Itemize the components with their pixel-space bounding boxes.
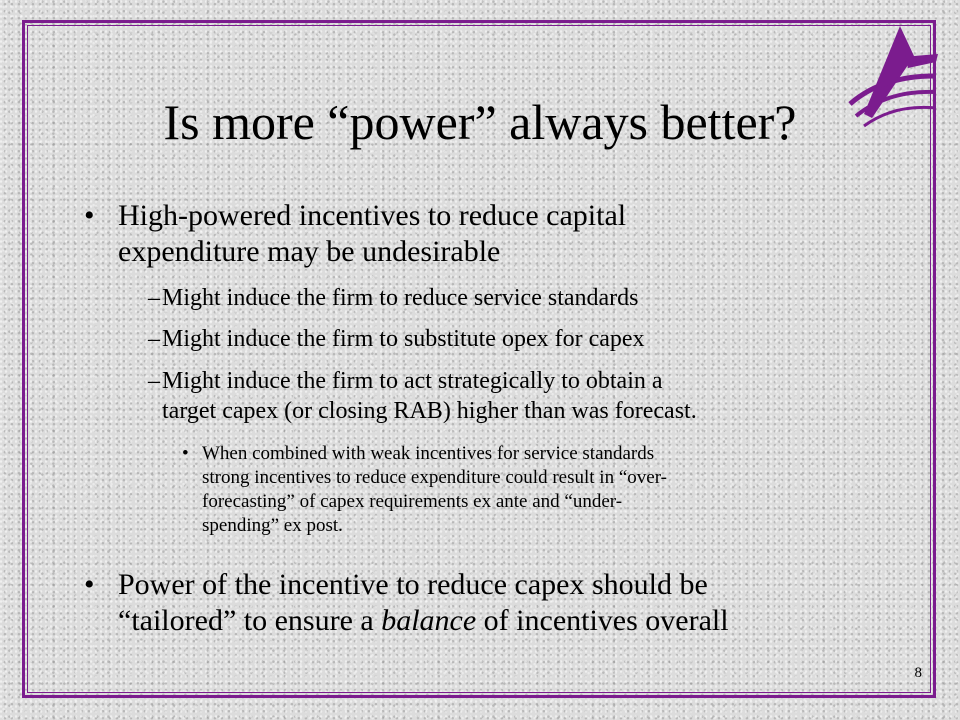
sub-bullet-service-standards: Might induce the firm to reduce service standards [162,285,639,311]
dash-marker: – [148,368,160,394]
bullet-2-line-2-pre: “tailored” to ensure a [118,604,382,637]
sub-bullet-strategic-line-2: target capex (or closing RAB) higher than was forecast. [162,398,697,424]
sub-bullet-strategic-line-1: Might induce the firm to act strategically to obtain a [162,368,663,394]
dash-marker: – [148,326,160,352]
detail-line-4: spending” ex post. [202,515,343,536]
bullet-2-line-2-post: of incentives overall [476,604,729,637]
detail-line-2: strong incentives to reduce expenditure could result in “over- [202,467,667,488]
page-number: 8 [914,665,922,681]
bullet-2-line-2 [118,603,729,639]
bullet-1-line-1: High-powered incentives to reduce capital [118,199,627,232]
bullet-marker: • [84,199,95,232]
emphasis-balance: balance [381,604,477,637]
bullet-1-line-2: expenditure may be undesirable [118,235,501,268]
detail-line-1: When combined with weak incentives for service standards [202,443,655,464]
bullet-2-line-1: Power of the incentive to reduce capex should be [118,568,708,601]
sub-bullet-opex-capex: Might induce the firm to substitute opex for capex [162,326,645,352]
slide-title: Is more “power” always better? [163,94,797,150]
bullet-marker: • [84,568,95,601]
detail-line-3: forecasting” of capex requirements ex ante and “under- [202,491,623,512]
bullet-marker: • [182,443,189,464]
dash-marker: – [148,285,160,311]
